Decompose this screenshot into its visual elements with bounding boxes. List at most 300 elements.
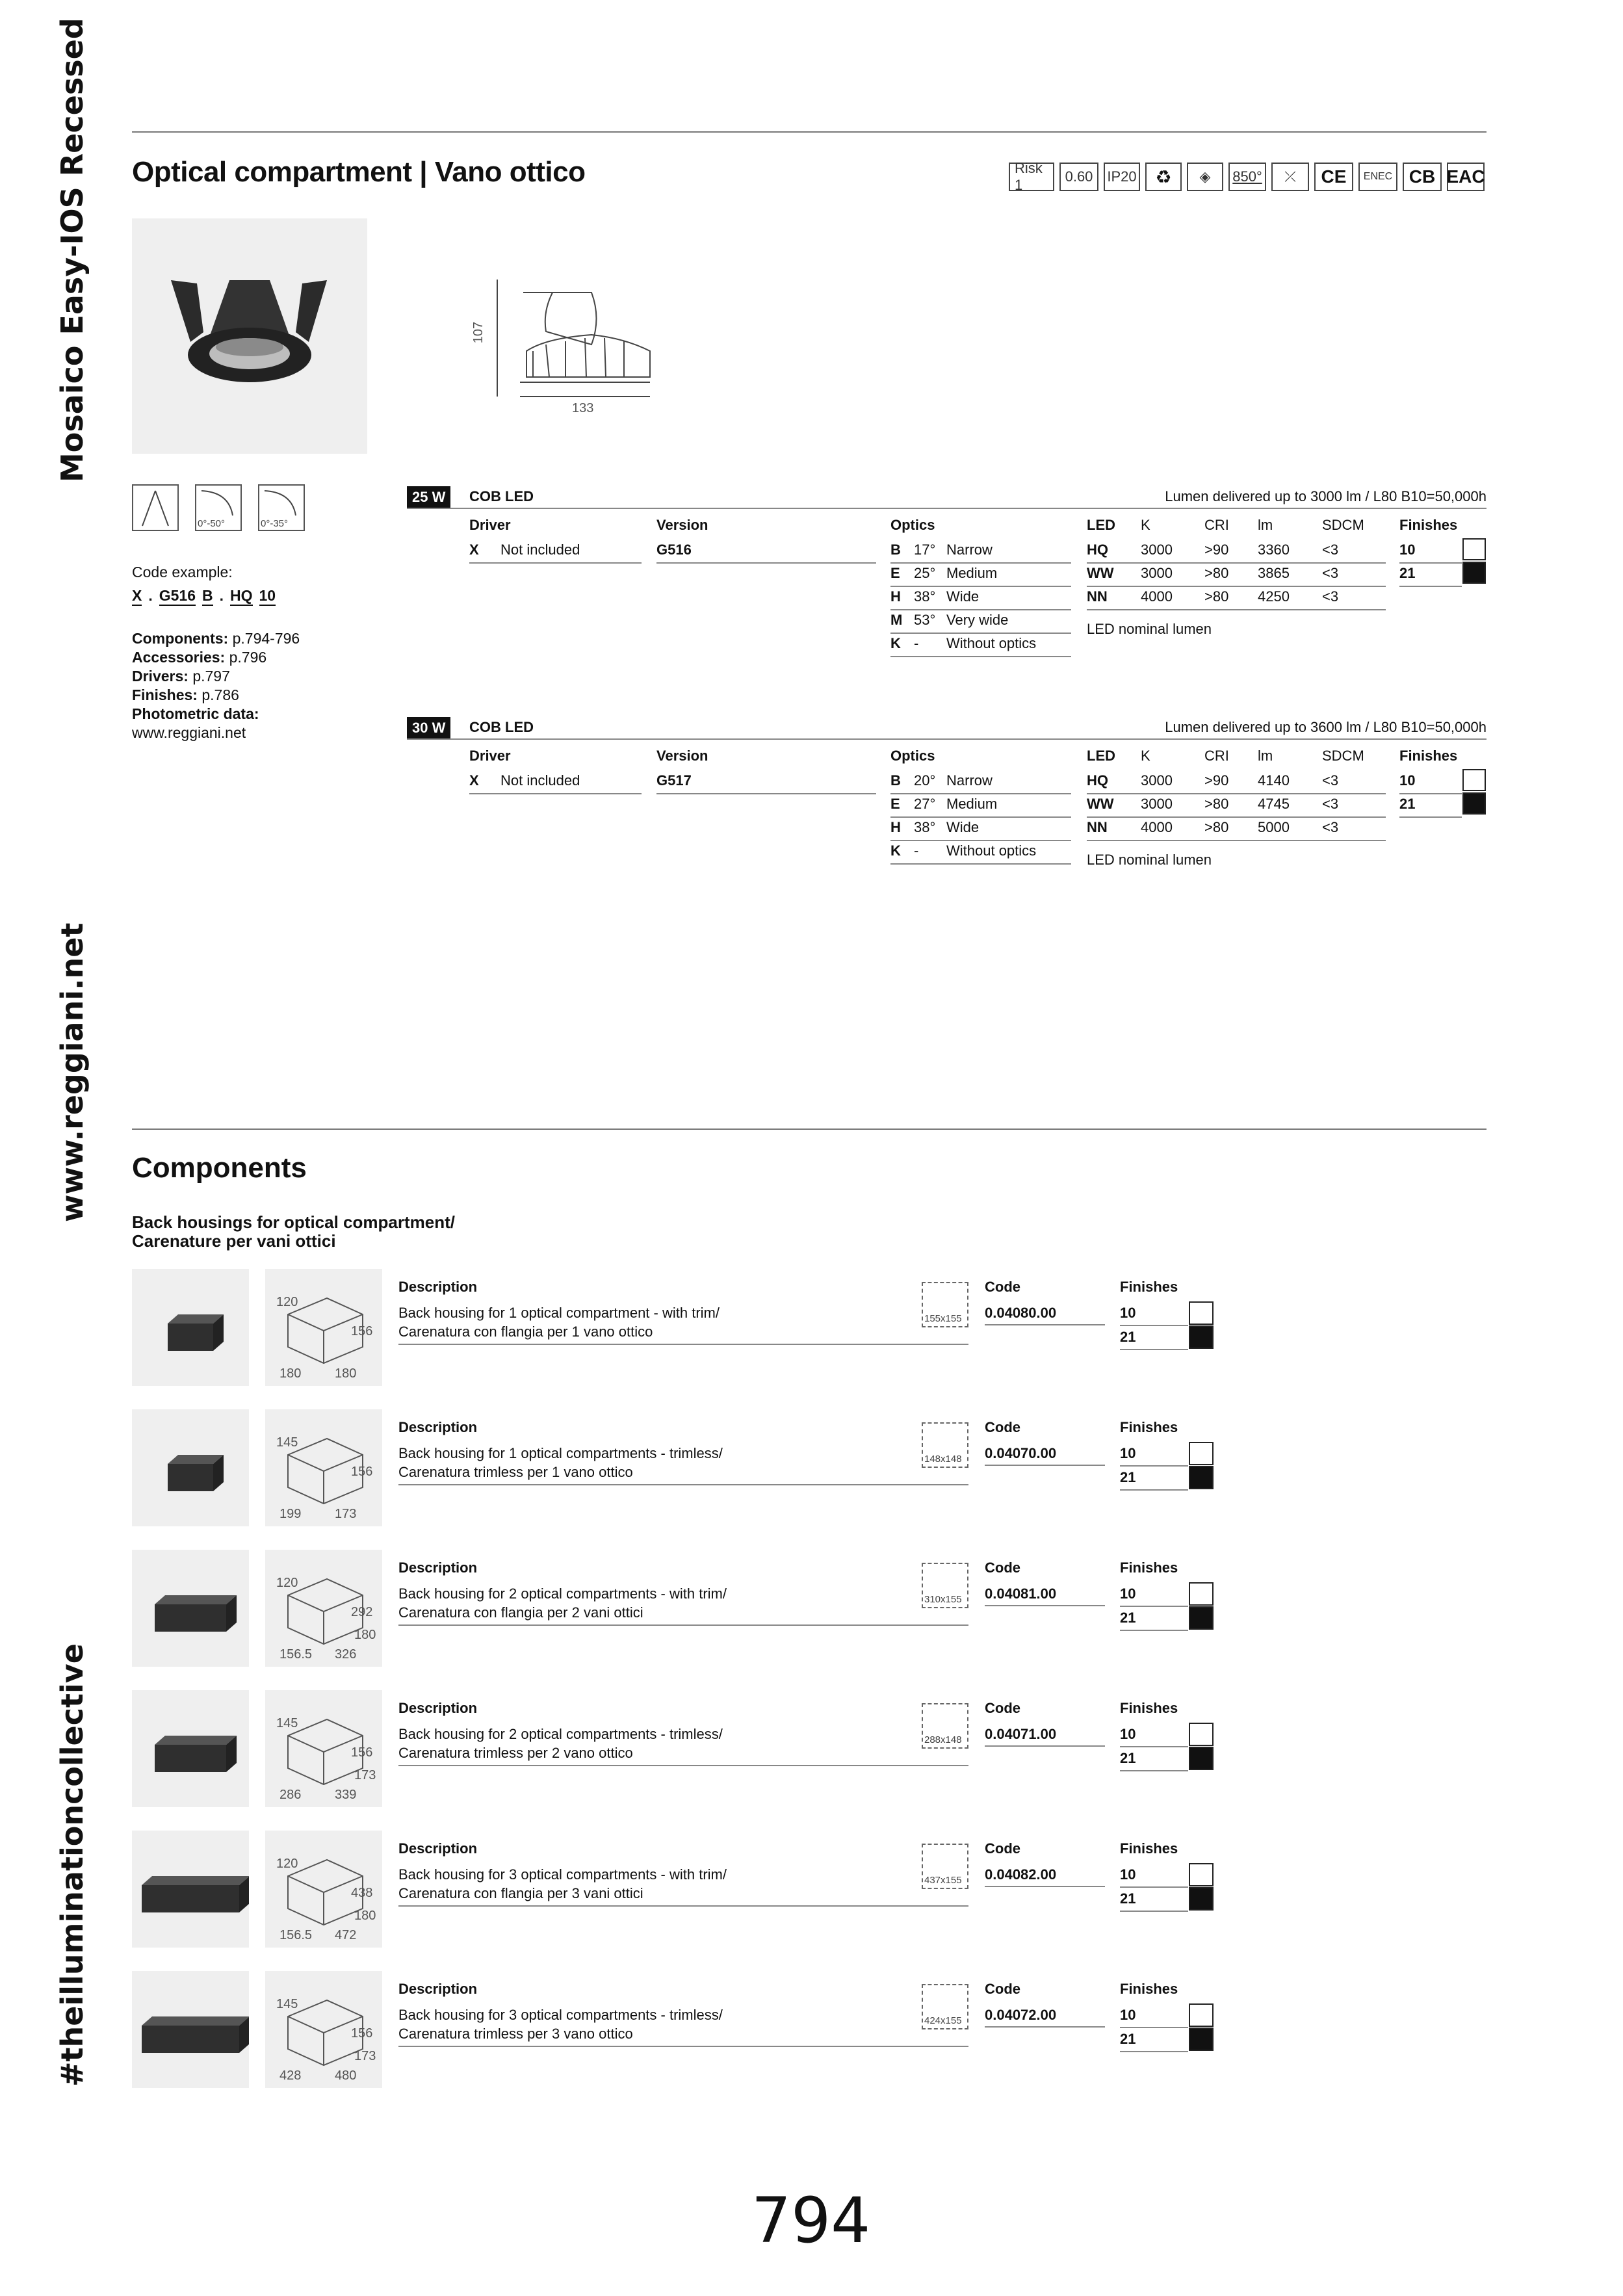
optic-angle: 53° [914,612,936,628]
optic-code: K [890,635,901,651]
col-header-sdcm: SDCM [1322,748,1364,764]
row-rule [985,1605,1105,1606]
led-lm: 3865 [1258,565,1290,581]
col-header-led: LED [1087,517,1115,533]
components-rule [132,1128,1487,1130]
optic-angle: - [914,842,919,859]
finish-code: 21 [1120,1610,1136,1626]
led-k: 4000 [1141,819,1173,835]
optic-code: B [890,541,901,558]
row-rule [1120,2051,1188,2052]
desc-it: Carenatura trimless per 1 vano ottico [398,1464,633,1480]
code-dot: . [219,587,224,604]
driver-label: Not included [500,772,580,789]
row-rule [1120,1349,1188,1350]
row-rule [1120,1465,1188,1467]
section-rule [407,508,1487,509]
finish-code: 21 [1399,796,1416,812]
led-lm: 4140 [1258,772,1290,789]
row-rule [890,816,1071,818]
row-rule [890,562,1071,564]
col-header-optics: Optics [890,748,935,764]
tilt-label-1: 0°-50° [198,518,226,529]
power-tag: 30 W [407,717,450,739]
finish-swatch[interactable] [1189,1863,1214,1886]
housing-dimension: 199 [279,1507,302,1521]
row-rule [1120,1886,1188,1888]
ta-badge: 850° [1228,163,1266,191]
recessed-luminaire-icon [132,218,367,454]
dim-width: 133 [572,401,594,415]
ref-components: Components: p.794-796 [132,630,300,647]
finish-swatch[interactable] [1462,538,1486,560]
finishes-header: Finishes [1120,1559,1178,1576]
col-header-lm: lm [1258,517,1273,533]
finishes-header: Finishes [1120,1700,1178,1716]
code-part: 10 [259,587,276,606]
version-code: G517 [656,772,692,789]
cutout-icon [922,1703,968,1749]
row-rule [985,1324,1105,1325]
optic-angle: 20° [914,772,936,789]
housing-dimension: 339 [335,1788,357,1802]
finish-swatch[interactable] [1189,1325,1214,1349]
housing-photo [132,1409,249,1526]
risk-badge: Risk 1 [1009,163,1054,191]
ref-drivers: Drivers: p.797 [132,668,230,685]
finish-code: 10 [1120,2007,1136,2023]
code-dot: . [148,587,153,604]
page-number: 794 [751,2184,871,2257]
beam-icon [133,486,177,530]
optic-angle: 27° [914,796,936,812]
row-rule [985,2026,1105,2028]
product-photo [132,218,367,454]
led-code: WW [1087,796,1114,812]
led-cri: >80 [1204,588,1229,605]
finish-swatch[interactable] [1462,792,1486,815]
row-rule [890,586,1071,587]
desc-en: Back housing for 3 optical compartments - trimless/ [398,2007,723,2023]
led-sdcm: <3 [1322,588,1339,605]
housing-dimension: 156 [351,2026,373,2041]
cb-mark-icon: CB [1403,163,1442,191]
finishes-header: Finishes [1120,1981,1178,1997]
row-rule [1399,793,1462,794]
desc-header: Description [398,1981,478,1997]
row-rule [1120,1770,1188,1771]
cutout-size: 424x155 [924,2015,962,2026]
col-header-finishes: Finishes [1399,748,1458,764]
lumen-info: Lumen delivered up to 3000 lm / L80 B10=50,000h [1165,488,1487,504]
led-note: LED nominal lumen [1087,852,1212,868]
finish-swatch[interactable] [1189,1442,1214,1465]
optic-code: B [890,772,901,789]
code-header: Code [985,1279,1020,1295]
desc-header: Description [398,1559,478,1576]
housing-photo [132,1269,249,1386]
finish-code: 10 [1120,1445,1136,1461]
housing-icon [132,1550,249,1667]
col-header-version: Version [656,517,708,533]
finishes-header: Finishes [1120,1419,1178,1435]
row-rule [1399,586,1462,587]
row-rule [1087,816,1386,818]
finish-code: 10 [1399,772,1416,789]
product-code: 0.04070.00 [985,1445,1057,1461]
finish-swatch[interactable] [1189,2003,1214,2027]
finish-code: 21 [1399,565,1416,581]
housing-dimension: 145 [276,1435,298,1450]
optic-name: Medium [946,796,998,812]
code-part: B [202,587,213,606]
recycle-icon: ♻ [1145,163,1182,191]
led-cri: >80 [1204,796,1229,812]
optic-name: Without optics [946,635,1037,651]
finish-swatch[interactable] [1189,1887,1214,1911]
housing-dimension: 438 [351,1886,373,1900]
tilt-icon-1 [195,484,242,531]
housing-dimension: 180 [279,1366,302,1381]
row-rule [1120,1606,1188,1607]
optic-code: M [890,612,903,628]
housing-photo [132,1971,249,2088]
led-lm: 5000 [1258,819,1290,835]
desc-en: Back housing for 2 optical compartments - with trim/ [398,1585,727,1602]
led-sdcm: <3 [1322,819,1339,835]
tilt-arc-icon [259,486,304,518]
beam-angle-icon [132,484,179,531]
code-header: Code [985,1559,1020,1576]
row-rule [890,863,1071,865]
housing-dimension: 180 [354,1909,376,1923]
row-rule [1399,562,1462,564]
led-cri: >90 [1204,541,1229,558]
desc-header: Description [398,1279,478,1295]
finish-code: 21 [1120,1890,1136,1907]
cutout-icon [922,1422,968,1468]
finish-swatch[interactable] [1189,2028,1214,2051]
col-header-driver: Driver [469,517,511,533]
row-rule [985,1886,1105,1887]
housing-icon [132,1971,249,2088]
version-code: G516 [656,541,692,558]
finish-swatch[interactable] [1189,1301,1214,1325]
row-rule [1087,793,1386,794]
col-header-k: K [1141,748,1150,764]
housing-photo [132,1550,249,1667]
row-rule [469,562,642,564]
code-example-label: Code example: [132,564,233,581]
finish-swatch[interactable] [1462,769,1486,791]
row-rule [1120,2027,1188,2028]
ref-website-link[interactable]: www.reggiani.net [132,724,246,741]
optic-angle: 38° [914,819,936,835]
cutout-size: 288x148 [924,1734,962,1745]
housing-dimension: 180 [354,1628,376,1642]
section-rule [407,738,1487,740]
housing-dimension: 472 [335,1928,357,1942]
power-tag: 25 W [407,486,450,508]
desc-en: Back housing for 1 optical compartments - trimless/ [398,1445,723,1461]
led-code: HQ [1087,772,1108,789]
housing-dimension: 173 [335,1507,357,1521]
row-rule [398,1765,968,1766]
led-type: COB LED [469,488,534,504]
certification-strip [1009,160,1485,193]
finish-code: 21 [1120,2031,1136,2047]
col-header-k: K [1141,517,1150,533]
finishes-header: Finishes [1120,1279,1178,1295]
cutout-size: 148x148 [924,1454,962,1465]
optic-name: Narrow [946,541,993,558]
tilt-icon-2 [258,484,305,531]
housing-dimension: 156.5 [279,1647,313,1662]
housing-dimension: 120 [276,1295,298,1309]
side-hashtag: #theilluminationcollective [55,1643,90,2087]
product-code: 0.04071.00 [985,1726,1057,1742]
finish-swatch[interactable] [1189,1723,1214,1746]
led-sdcm: <3 [1322,565,1339,581]
optic-code: E [890,796,900,812]
housing-dimension: 292 [351,1605,373,1619]
no-cover-icon: ⤫ [1271,163,1309,191]
code-header: Code [985,1419,1020,1435]
product-code: 0.04080.00 [985,1305,1057,1321]
cutout-icon [922,1844,968,1889]
row-rule [398,1344,968,1345]
led-note: LED nominal lumen [1087,621,1212,637]
led-code: WW [1087,565,1114,581]
components-subtitle-2: Carenature per vani ottici [132,1231,336,1251]
housing-dimension: 156 [351,1324,373,1338]
housing-dimension: 173 [354,1768,376,1782]
col-header-cri: CRI [1204,748,1229,764]
page-title: Optical compartment | Vano ottico [132,156,586,188]
row-rule [1399,816,1462,818]
finish-swatch[interactable] [1462,562,1486,584]
housing-dimension: 156.5 [279,1928,313,1942]
top-rule [132,131,1487,133]
eac-mark-icon: EAC [1447,163,1485,191]
led-k: 3000 [1141,541,1173,558]
col-header-version: Version [656,748,708,764]
desc-header: Description [398,1700,478,1716]
led-k: 3000 [1141,772,1173,789]
row-rule [1120,1489,1188,1491]
led-k: 3000 [1141,796,1173,812]
housing-dimension: 326 [335,1647,357,1662]
led-sdcm: <3 [1322,796,1339,812]
cutout-size: 310x155 [924,1594,962,1605]
code-header: Code [985,1840,1020,1857]
finish-code: 21 [1120,1469,1136,1485]
col-header-cri: CRI [1204,517,1229,533]
col-header-lm: lm [1258,748,1273,764]
product-code: 0.04082.00 [985,1866,1057,1883]
row-rule [656,562,876,564]
col-header-finishes: Finishes [1399,517,1458,533]
row-rule [1120,1746,1188,1747]
optic-name: Wide [946,819,980,835]
ref-accessories: Accessories: p.796 [132,649,267,666]
led-cri: >80 [1204,819,1229,835]
ip-rating-badge: IP20 [1104,163,1140,191]
technical-drawing [468,273,663,423]
desc-it: Carenatura con flangia per 1 vano ottico [398,1324,653,1340]
optic-name: Narrow [946,772,993,789]
finish-code: 10 [1399,541,1416,558]
optic-name: Wide [946,588,980,605]
row-rule [656,793,876,794]
housing-dimension: 120 [276,1576,298,1590]
desc-header: Description [398,1419,478,1435]
optic-angle: 25° [914,565,936,581]
row-rule [469,793,642,794]
finish-code: 10 [1120,1866,1136,1883]
side-product-name: Mosaico Easy-IOS Recessed [55,18,90,482]
finish-code: 21 [1120,1329,1136,1345]
led-code: NN [1087,819,1108,835]
led-cri: >80 [1204,565,1229,581]
desc-it: Carenatura trimless per 2 vano ottico [398,1745,633,1761]
optic-angle: 38° [914,588,936,605]
code-part: HQ [230,587,253,606]
housing-dimension: 145 [276,1997,298,2011]
row-rule [890,840,1071,841]
housing-photo [132,1690,249,1807]
finish-code: 10 [1120,1726,1136,1742]
led-type: COB LED [469,719,534,735]
finish-swatch[interactable] [1189,1747,1214,1770]
enec-mark-icon: ENEC [1358,163,1397,191]
housing-dimension: 480 [335,2068,357,2083]
dim-height: 107 [471,321,486,344]
finish-swatch[interactable] [1189,1582,1214,1606]
led-code: HQ [1087,541,1108,558]
led-lm: 4745 [1258,796,1290,812]
components-subtitle-1: Back housings for optical compartment/ [132,1212,455,1232]
power-factor-badge: 0.60 [1059,163,1098,191]
finish-swatch[interactable] [1189,1606,1214,1630]
cutout-size: 155x155 [924,1313,962,1324]
row-rule [398,1905,968,1907]
optic-code: H [890,588,901,605]
housing-dimension: 156 [351,1745,373,1760]
desc-en: Back housing for 3 optical compartments - with trim/ [398,1866,727,1883]
led-sdcm: <3 [1322,772,1339,789]
led-cri: >90 [1204,772,1229,789]
housing-dimension: 120 [276,1857,298,1871]
optic-name: Very wide [946,612,1009,628]
code-part: G516 [159,587,196,606]
row-rule [890,633,1071,634]
housing-icon [132,1269,249,1386]
row-rule [398,1484,968,1485]
code-header: Code [985,1981,1020,1997]
row-rule [1087,562,1386,564]
desc-it: Carenatura trimless per 3 vano ottico [398,2026,633,2042]
cutout-size: 437x155 [924,1875,962,1886]
code-header: Code [985,1700,1020,1716]
housing-dimension: 173 [354,2049,376,2063]
ce-mark-icon: CE [1314,163,1353,191]
row-rule [890,656,1071,657]
led-k: 4000 [1141,588,1173,605]
housing-icon [132,1831,249,1948]
cutout-icon [922,1563,968,1608]
desc-en: Back housing for 1 optical compartment - with trim/ [398,1305,720,1321]
cutout-icon [922,1984,968,2029]
desc-it: Carenatura con flangia per 3 vani ottici [398,1885,643,1901]
driver-icon: ◈ [1187,163,1223,191]
housing-dimension: 428 [279,2068,302,2083]
row-rule [1120,1325,1188,1326]
finish-code: 10 [1120,1585,1136,1602]
col-header-led: LED [1087,748,1115,764]
finish-code: 10 [1120,1305,1136,1321]
housing-dimension: 286 [279,1788,302,1802]
tilt-arc-icon [196,486,240,518]
row-rule [1120,1630,1188,1631]
row-rule [985,1465,1105,1466]
housing-dimension: 145 [276,1716,298,1730]
row-rule [1087,609,1386,610]
row-rule [398,1624,968,1626]
product-code: 0.04081.00 [985,1585,1057,1602]
components-title: Components [132,1152,307,1184]
code-example [132,587,276,606]
row-rule [985,1745,1105,1747]
desc-header: Description [398,1840,478,1857]
finishes-header: Finishes [1120,1840,1178,1857]
row-rule [398,2046,968,2047]
desc-en: Back housing for 2 optical compartments - trimless/ [398,1726,723,1742]
row-rule [1087,586,1386,587]
code-part: X [132,587,142,606]
finish-code: 21 [1120,1750,1136,1766]
optic-code: E [890,565,900,581]
housing-icon [132,1690,249,1807]
product-code: 0.04072.00 [985,2007,1057,2023]
tilt-label-2: 0°-35° [261,518,289,529]
lumen-info: Lumen delivered up to 3600 lm / L80 B10=50,000h [1165,719,1487,735]
led-sdcm: <3 [1322,541,1339,558]
col-header-optics: Optics [890,517,935,533]
ref-finishes: Finishes: p.786 [132,686,239,703]
optic-code: H [890,819,901,835]
finish-swatch[interactable] [1189,1466,1214,1489]
row-rule [890,609,1071,610]
housing-photo [132,1831,249,1948]
led-k: 3000 [1141,565,1173,581]
row-rule [890,793,1071,794]
side-website: www.reggiani.net [55,922,90,1222]
desc-it: Carenatura con flangia per 2 vani ottici [398,1604,643,1621]
optic-angle: 17° [914,541,936,558]
optic-name: Without optics [946,842,1037,859]
optic-angle: - [914,635,919,651]
optic-code: K [890,842,901,859]
housing-icon [132,1409,249,1526]
housing-dimension: 156 [351,1465,373,1479]
cutout-icon [922,1282,968,1327]
reference-list [132,629,300,742]
driver-code: X [469,541,479,558]
led-lm: 4250 [1258,588,1290,605]
driver-code: X [469,772,479,789]
housing-dimension: 180 [335,1366,357,1381]
